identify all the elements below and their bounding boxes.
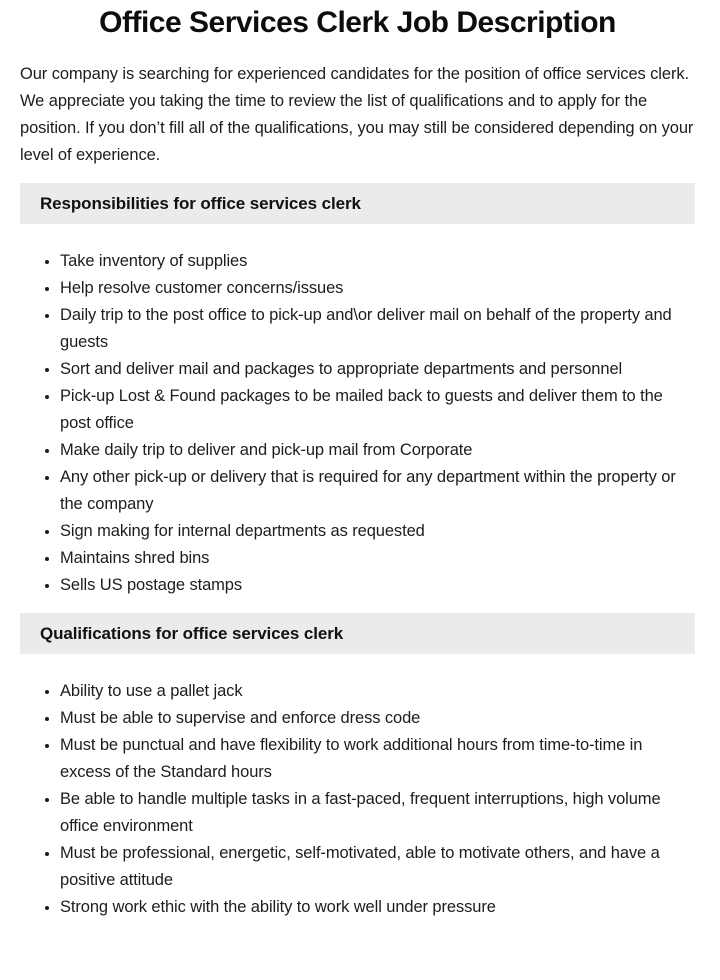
responsibility-list-item: • Maintains shred bins: [60, 545, 695, 572]
qualification-list-item: • Be able to handle multiple tasks in a fast-paced, frequent interruptions, high volume office environment: [60, 786, 695, 840]
responsibility-list-item: • Take inventory of supplies: [60, 248, 695, 275]
responsibilities-section: [20, 183, 695, 599]
qualifications-list: [20, 678, 695, 921]
intro-paragraph: Our company is searching for experienced candidates for the position of office services clerk. We appreciate you taking the time to review the list of qualifications and to apply for the position. If you don’t fill all of the qualifications, you may still be considered depending on your level of experience.: [20, 65, 694, 164]
page-title: Office Services Clerk Job Description: [99, 6, 616, 39]
qualification-list-item: • Ability to use a pallet jack: [60, 678, 695, 705]
job-description-document: [0, 4, 720, 921]
qualifications-section: [20, 613, 695, 921]
qualifications-section-header: [20, 613, 695, 654]
qualification-list-item: • Must be able to supervise and enforce dress code: [60, 705, 695, 732]
responsibility-list-item: • Any other pick-up or delivery that is required for any department within the property or the company: [60, 464, 695, 518]
responsibilities-list: [20, 248, 695, 599]
qualification-list-item: • Must be punctual and have flexibility to work additional hours from time-to-time in excess of the Standard hours: [60, 732, 695, 786]
qualification-list-item: • Strong work ethic with the ability to work well under pressure: [60, 894, 695, 921]
responsibility-list-item: • Daily trip to the post office to pick-up and\or deliver mail on behalf of the property and guests: [60, 302, 695, 356]
responsibility-list-item: • Sign making for internal departments as requested: [60, 518, 695, 545]
responsibilities-section-header: [20, 183, 695, 224]
responsibility-list-item: • Sells US postage stamps: [60, 572, 695, 599]
responsibility-list-item: • Help resolve customer concerns/issues: [60, 275, 695, 302]
qualifications-heading-text: Qualifications for office services clerk: [40, 623, 344, 643]
responsibility-list-item: • Sort and deliver mail and packages to appropriate departments and personnel: [60, 356, 695, 383]
qualification-list-item: • Must be professional, energetic, self-motivated, able to motivate others, and have a positive attitude: [60, 840, 695, 894]
responsibility-list-item: • Make daily trip to deliver and pick-up mail from Corporate: [60, 437, 695, 464]
responsibilities-heading-text: Responsibilities for office services clerk: [40, 193, 361, 213]
responsibility-list-item: • Pick-up Lost & Found packages to be mailed back to guests and deliver them to the post office: [60, 383, 695, 437]
